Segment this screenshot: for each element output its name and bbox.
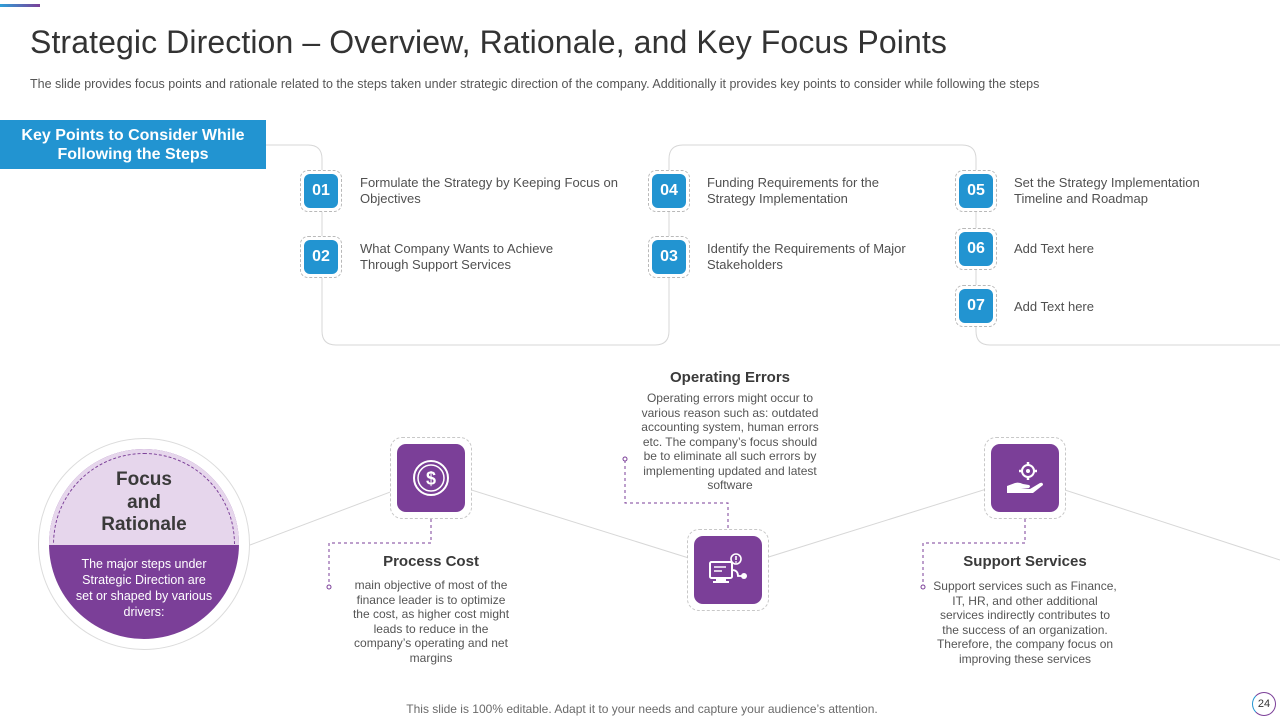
icon-tile (694, 536, 762, 604)
support-services-icon-box (984, 437, 1066, 519)
step-text: What Company Wants to Achieve Through Support Services (360, 241, 554, 272)
driver-description: Support services such as Finance, IT, HR, and other additional services indirectly contributes to the success of an organization. Therefore, the company focus on improving these services (933, 579, 1117, 666)
step-number: 07 (959, 289, 993, 323)
step-number: 03 (652, 240, 686, 274)
page-title: Strategic Direction – Overview, Rationale, and Key Focus Points (30, 24, 947, 60)
step-number: 05 (959, 174, 993, 208)
focus-inner-circle (49, 449, 239, 639)
driver-title: Process Cost (383, 553, 479, 570)
step-text: Add Text here (1014, 241, 1094, 256)
process-cost-icon-box (390, 437, 472, 519)
driver-title: Operating Errors (669, 369, 791, 386)
step-number-badge (300, 170, 342, 212)
dollar-coin-icon (411, 458, 451, 498)
focus-title-line: and (127, 491, 161, 513)
focus-rationale-circle (38, 438, 250, 650)
step-text: Identify the Requirements of Major Stakeholders (707, 241, 906, 272)
focus-title (49, 469, 239, 537)
step-number: 06 (959, 232, 993, 266)
step-number-badge (955, 228, 997, 270)
step-number-badge (648, 170, 690, 212)
driver-description: Operating errors might occur to various reason such as: outdated accounting system, human errors etc. The company’s focus should be to eliminate all such errors by implementing updated and latest software (641, 391, 819, 492)
driver-description: main objective of most of the finance leader is to optimize the cost, as higher cost might leads to reduce in the company’s operating and net margins (352, 578, 510, 665)
step-text: Formulate the Strategy by Keeping Focus on Objectives (360, 175, 618, 206)
computer-error-icon (706, 550, 750, 590)
step-number-badge (955, 285, 997, 327)
step-number-badge (648, 236, 690, 278)
step-number: 01 (304, 174, 338, 208)
step-text: Funding Requirements for the Strategy Implementation (707, 175, 879, 206)
footer-note: This slide is 100% editable. Adapt it to your needs and capture your audience’s attention. (406, 702, 878, 716)
svg-text:$: $ (425, 468, 437, 489)
focus-description: The major steps under Strategic Direction are set or shaped by various drivers: (75, 557, 213, 619)
operating-errors-icon-box (687, 529, 769, 611)
page-number: 24 (1252, 692, 1276, 716)
key-points-banner: Key Points to Consider While Following the Steps (0, 120, 266, 169)
step-text: Set the Strategy Implementation Timeline and Roadmap (1014, 175, 1200, 206)
hand-gear-icon (1003, 458, 1047, 498)
driver-title: Support Services (963, 553, 1087, 570)
icon-tile (991, 444, 1059, 512)
step-text: Add Text here (1014, 299, 1094, 314)
step-number: 04 (652, 174, 686, 208)
step-number-badge (300, 236, 342, 278)
step-number-badge (955, 170, 997, 212)
icon-tile (397, 444, 465, 512)
page-subtitle: The slide provides focus points and rationale related to the steps taken under strategic direction of the company. Additionally it provides key points to consider while following the steps (30, 77, 1040, 91)
focus-title-line: Rationale (101, 514, 187, 535)
step-number: 02 (304, 240, 338, 274)
focus-title-line: Focus (116, 469, 172, 490)
